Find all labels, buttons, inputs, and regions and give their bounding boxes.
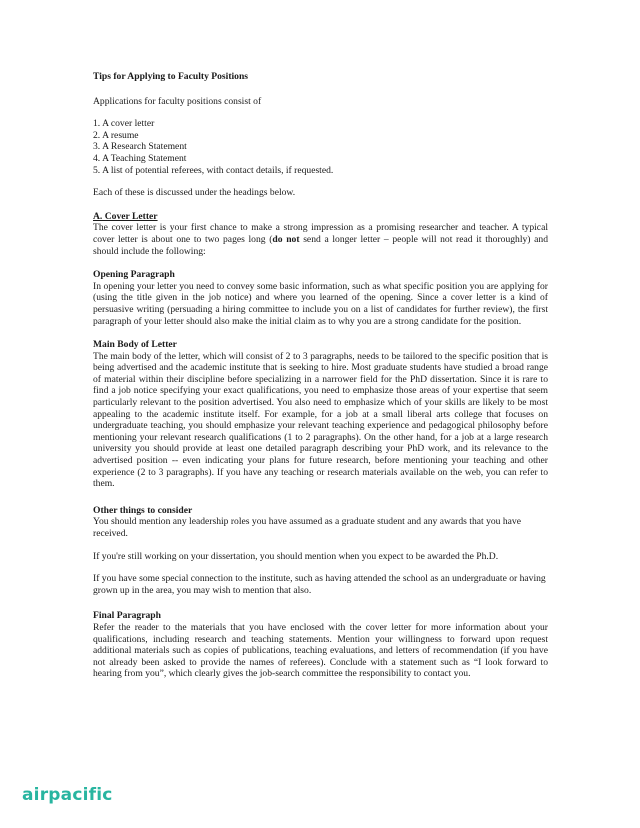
main-body-heading: Main Body of Letter (93, 339, 177, 351)
other-things-paragraph-2: If you're still working on your dissertation, you should mention when you expect to be awarded the Ph.D. (93, 550, 499, 562)
cover-letter-text-end: send a longer letter – people will not read it thoroughly) and should include the following: (93, 233, 548, 257)
other-things-paragraph-3: If you have some special connection to the institute, such as having attended the school as an undergraduate or having grown up in the area, you may wish to mention that also. (93, 573, 546, 596)
cover-letter-text-start: The cover letter is your first chance to make a strong impression as a promising researcher and teacher. A typical cover letter is about one to two pages long ( (93, 222, 548, 245)
final-paragraph-heading: Final Paragraph (93, 610, 161, 622)
other-things-heading: Other things to consider (93, 504, 193, 516)
page-title: Tips for Applying to Faculty Positions (93, 71, 249, 82)
opening-paragraph-text: In opening your letter you need to convey some basic information, such as what specific position you are applying for (using the title given in the job notice) and where you learned of the opening. Since a cover letter is a kind of persuasive writing (persuading a hiring committee to include you on a list of candidates for further review), the first paragraph of your letter should also make the initial claim as to why you are a strong candidate for the position. (93, 280, 548, 327)
other-things-paragraph-1: You should mention any leadership roles you have assumed as a graduate student and any awards that you have received. (93, 516, 521, 539)
list-item: 2. A resume (93, 129, 139, 141)
discussed-text: Each of these is discussed under the headings below. (93, 187, 296, 199)
list-item: 1. A cover letter (93, 118, 155, 130)
application-items-list (93, 118, 548, 176)
list-item: 3. A Research Statement (93, 141, 187, 153)
main-body-text: The main body of the letter, which will consist of 2 to 3 paragraphs, needs to be tailored to the specific position that is being advertised and the academic institute that is seeking to hire. Most graduate students have studied a broad range of material within their discipline before specializing in a narrower field for the PhD dissertation. Since it is rare to find a job notice specifying your exact qualifications, you need to emphasize those areas of your expertise that seem particularly relevant to the position advertised. You also need to emphasize which of your skills are likely to be most appealing to the academic institute itself. For example, for a job at a small liberal arts college that focuses on undergraduate teaching, you should emphasize your relevant teaching experience and pedagogical philosophy before mentioning your relevant research qualifications (1 to 2 paragraphs). On the other hand, for a job at a large research university you should provide at least one detailed paragraph describing your PhD work, and its relevance to the advertised position -- even indicating your plans for future research, before mentioning your teaching and other experience (2 to 3 paragraphs). If you have any teaching or research materials available on the web, you can refer to them. (93, 350, 548, 490)
cover-letter-bold-text: do not (272, 233, 300, 245)
document-page (93, 71, 548, 680)
opening-paragraph-heading: Opening Paragraph (93, 269, 175, 281)
cover-letter-paragraph (93, 222, 548, 257)
cover-letter-heading: A. Cover Letter (93, 210, 158, 222)
list-item: 4. A Teaching Statement (93, 152, 187, 164)
airpacific-logo: airpacific (22, 785, 113, 805)
intro-text: Applications for faculty positions consist of (93, 95, 262, 107)
final-paragraph-text: Refer the reader to the materials that you have enclosed with the cover letter for more information about your qualifications, including research and teaching statements. Mention your willingness to forward upon request additional materials such as copies of publications, teaching evaluations, and letters of recommendation (if you have not already been asked to provide the names of referees). Conclude with a statement such as “I look forward to hearing from you”, which clearly gives the job-search committee the responsibility to contact you. (93, 621, 548, 680)
list-item: 5. A list of potential referees, with contact details, if requested. (93, 164, 334, 176)
